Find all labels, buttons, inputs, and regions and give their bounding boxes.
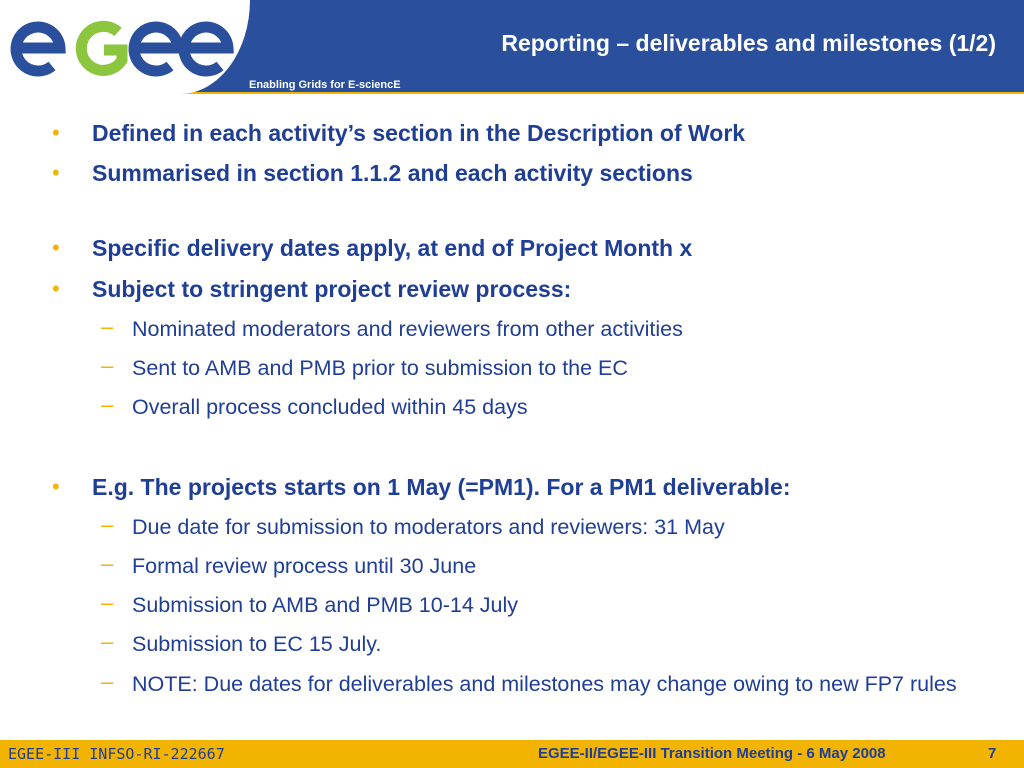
sub-text: Nominated moderators and reviewers from other activities bbox=[132, 317, 683, 341]
bullet-marker: • bbox=[52, 276, 60, 301]
sub-marker: – bbox=[101, 551, 114, 576]
slide-title: Reporting – deliverables and milestones (1/2) bbox=[501, 30, 996, 56]
sub-text: Submission to AMB and PMB 10-14 July bbox=[132, 593, 518, 617]
sub-text: Sent to AMB and PMB prior to submission to the EC bbox=[132, 356, 628, 380]
bullet-text: Subject to stringent project review process: bbox=[92, 276, 572, 302]
bullet-text: Specific delivery dates apply, at end of Project Month x bbox=[92, 235, 693, 261]
bullet-text: E.g. The projects starts on 1 May (=PM1). For a PM1 deliverable: bbox=[92, 474, 791, 500]
footer-project-id: EGEE-III INFSO-RI-222667 bbox=[8, 745, 225, 763]
sub-marker: – bbox=[101, 590, 114, 615]
bullet-marker: • bbox=[52, 120, 60, 145]
sub-marker: – bbox=[101, 353, 114, 378]
tagline: Enabling Grids for E-sciencE bbox=[249, 79, 401, 91]
bullet-marker: • bbox=[52, 235, 60, 260]
bullet-text: Defined in each activity’s section in the Description of Work bbox=[92, 120, 746, 146]
sub-text: Overall process concluded within 45 days bbox=[132, 395, 528, 419]
bullet-text: Summarised in section 1.1.2 and each activity sections bbox=[92, 160, 693, 186]
sub-text: Submission to EC 15 July. bbox=[132, 632, 382, 656]
page-number: 7 bbox=[988, 745, 997, 762]
sub-text: Formal review process until 30 June bbox=[132, 554, 477, 578]
sub-marker: – bbox=[101, 629, 114, 654]
sub-marker: – bbox=[101, 392, 114, 417]
footer-meeting: EGEE-II/EGEE-III Transition Meeting - 6 May 2008 bbox=[538, 745, 886, 762]
sub-marker: – bbox=[101, 314, 114, 339]
sub-marker: – bbox=[101, 669, 114, 694]
sub-marker: – bbox=[101, 512, 114, 537]
slide-footer bbox=[0, 740, 1024, 768]
sub-text: Due date for submission to moderators and reviewers: 31 May bbox=[132, 515, 725, 539]
bullet-marker: • bbox=[52, 474, 60, 499]
bullet-marker: • bbox=[52, 160, 60, 185]
sub-text: NOTE: Due dates for deliverables and milestones may change owing to new FP7 rules bbox=[132, 672, 957, 696]
